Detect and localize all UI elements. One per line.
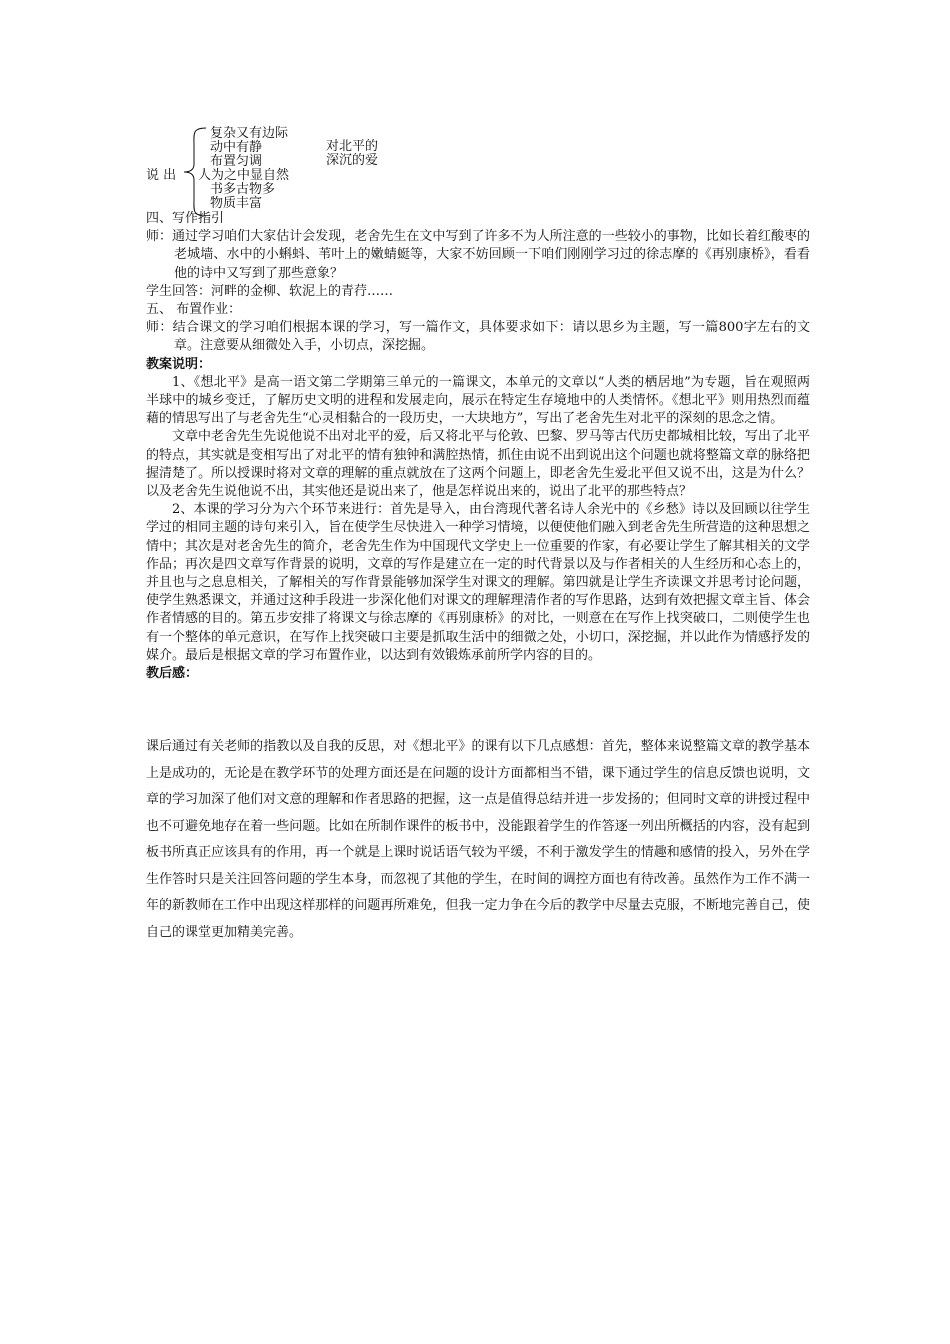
outline-item: 物质丰富 [210, 196, 263, 211]
outline-item: 动中有静 [210, 140, 263, 155]
outline-item: 书多古物多 [210, 182, 276, 197]
outline-item: 人为之中显自然 [198, 168, 290, 183]
lesson-body [146, 210, 810, 683]
outline-conclusion: 对北平的 [326, 139, 379, 154]
notes-heading: 教案说明： [146, 356, 212, 372]
homework-prompt: 师：结合课文的学习咱们根据本课的学习，写一篇作文，具体要求如下：请以思乡为主题，写一篇800字左右的文章。注意要从细微处入手，小切点，深挖掘。 [146, 320, 810, 354]
notes-paragraph: 2、本课的学习分为六个环节来进行：首先是导入，由台湾现代著名诗人余光中的《乡愁》诗以及回顾以往学生学过的相同主题的诗句来引入，旨在使学生尽快进入一种学习情境，以便使他们融入到老舍先生所营造的这种思想之情中；其次是对老舍先生的简介，老舍先生作为中国现代文学史上一位重要的作家，有必要让学生了解其相关的文学作品；再次是四文章写作背景的说明，文章的写作是建立在一定的时代背景以及与作者相关的人生经历和心态上的，并且也与之息息相关，了解相关的写作背景能够加深学生对课文的理解。第四就是让学生齐读课文并思考讨论问题，使学生熟悉课文，并通过这种手段进一步深化他们对课文的理解理清作者的写作思路，达到有效把握文章主旨、体会作者情感的目的。第五步安排了将课文与徐志摩的《再别康桥》的对比，一则意在在写作上找突破口，二则使学生也有一个整体的单元意识，在写作上找突破口主要是抓取生活中的细微之处，小切口，深挖掘，并以此作为情感抒发的媒介。最后是根据文章的学习布置作业，以达到有效锻炼承前所学内容的目的。 [146, 502, 810, 663]
reflection-heading: 教后感： [146, 666, 199, 682]
student-answer: 学生回答：河畔的金柳、软泥上的青荇…… [146, 283, 394, 299]
notes-paragraph: 1、《想北平》是高一语文第二学期第三单元的一篇课文，本单元的文章以“人类的栖居地”为专题，旨在观照两半球中的城乡变迁，了解历史文明的进程和发展走向，展示在特定生存境地中的人类情怀。《想北平》则用热烈而蕴藉的情思写出了与老舍先生“心灵相黏合的一段历史，一大块地方”，写出了老舍先生对北平的深刻的思念之情。 [146, 374, 810, 427]
section-heading: 五、 布置作业： [146, 302, 242, 318]
teacher-prompt: 师：通过学习咱们大家估计会发现，老舍先生在文中写到了许多不为人所注意的一些较小的事物，比如长着红酸枣的老城墙、水中的小蝌蚪、苇叶上的嫩蜻蜓等，大家不妨回顾一下咱们刚刚学习过的徐志摩的《再别康桥》，看看他的诗中又写到了那些意象？ [146, 229, 810, 281]
outline-conclusion: 深沉的爱 [326, 153, 379, 168]
notes-paragraph: 文章中老舍先生先说他说不出对北平的爱，后又将北平与伦敦、巴黎、罗马等古代历史都城相比较，写出了北平的特点，其实就是变相写出了对北平的情有独钟和满腔热情，抓住由说不出到说出这个问题也就将整篇文章的脉络把握清楚了。所以授课时将对文章的理解的重点就放在了这两个问题上，即老舍先生爱北平但又说不出，这是为什么？以及老舍先生说他说不出，其实他还是说出来了，他是怎样说出来的，说出了北平的那些特点？ [146, 429, 810, 500]
reflection-paragraph: 课后通过有关老师的指教以及自我的反思，对《想北平》的课有以下几点感想：首先，整体来说整篇文章的教学基本上是成功的，无论是在教学环节的处理方面还是在问题的设计方面都相当不错，课下通过学生的信息反馈也说明，文章的学习加深了他们对文意的理解和作者思路的把握，这一点是值得总结并进一步发扬的；但同时文章的讲授过程中也不可避免地存在着一些问题。比如在所制作课件的板书中，没能跟着学生的作答逐一列出所概括的内容，没有起到板书所真正应该具有的作用，再一个就是上课时说话语气较为平缓，不利于激发学生的情趣和感情的投入，另外在学生作答时只是关注回答问题的学生本身，而忽视了其他的学生，在时间的调控方面也有待改善。虽然作为工作不满一年的新教师在工作中出现这样那样的问题再所难免，但我一定力争在今后的教学中尽量去克服，不断地完善自己，使自己的课堂更加精美完善。 [146, 739, 810, 940]
reflection-body [146, 734, 810, 946]
outline-label: 说 出 [146, 168, 177, 183]
outline-item: 布置匀调 [210, 154, 263, 169]
section-heading: 四、写作指引 [146, 211, 225, 226]
outline-item: 复杂又有边际 [210, 126, 289, 141]
